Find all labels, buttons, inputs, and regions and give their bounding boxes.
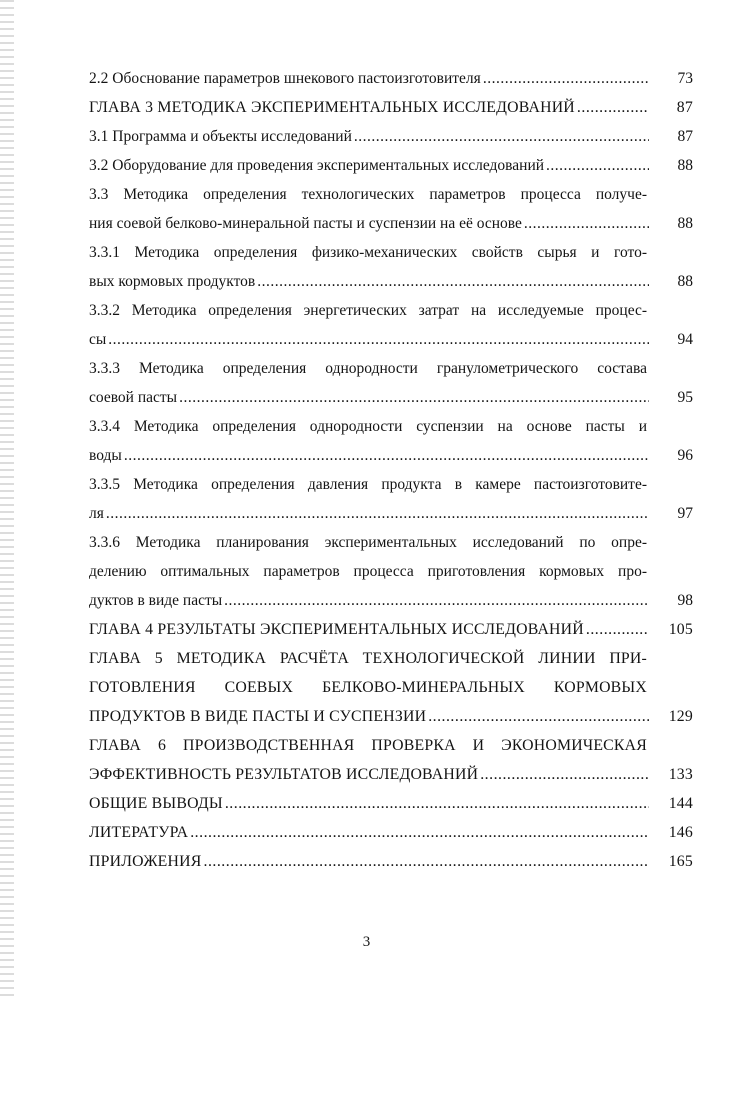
toc-page-number: 87 [677,128,693,145]
toc-entry-line [89,673,693,702]
toc-entry-line [89,296,693,325]
toc-entry-line [89,731,693,760]
toc-page-number: 88 [677,215,693,232]
toc-page-number: 144 [668,795,693,812]
toc-entry-text: ния соевой белково-минеральной пасты и суспензии на её основе [89,215,522,232]
toc-entry-text: ГОТОВЛЕНИЯ СОЕВЫХ БЕЛКОВО-МИНЕРАЛЬНЫХ КОРМОВЫХ [89,679,647,696]
toc-entry-line [89,789,693,818]
toc-entry-text: ГЛАВА 5 МЕТОДИКА РАСЧЁТА ТЕХНОЛОГИЧЕСКОЙ ЛИНИИ ПРИ- [89,650,647,667]
toc-entry-text: соевой пасты [89,389,178,406]
toc-dot-leader [257,267,649,296]
toc-entry-text: ГЛАВА 3 МЕТОДИКА ЭКСПЕРИМЕНТАЛЬНЫХ ИССЛЕДОВАНИЙ [89,99,575,116]
page-number: 3 [362,934,371,950]
toc-entry-text: 3.2 Оборудование для проведения экспериментальных исследований [89,157,545,174]
toc-entry-text: 3.1 Программа и объекты исследований [89,128,352,145]
toc-entry-line [89,64,693,93]
toc-dot-leader [483,64,649,93]
toc-dot-leader [586,615,649,644]
toc-entry-text: ПРИЛОЖЕНИЯ [89,853,202,870]
toc-dot-leader [225,789,649,818]
toc-page-number: 129 [668,708,693,725]
toc-dot-leader [546,151,649,180]
toc-entry-text: дуктов в виде пасты [89,592,223,609]
toc-entry-line [89,383,693,412]
toc-entry-text: ля [89,505,104,522]
toc-entry-text: 3.3.1 Методика определения физико-механических свойств сырья и гото- [89,244,647,261]
toc-dot-leader [354,122,649,151]
toc-page-number: 88 [677,273,693,290]
toc-entry-line [89,470,693,499]
toc-entry-text: 3.3.3 Методика определения однородности гранулометрического состава [89,360,647,377]
toc-dot-leader [179,383,649,412]
toc-entry-line [89,93,693,122]
toc-entry-line [89,760,693,789]
toc-entry-line [89,412,693,441]
toc-entry-line [89,180,693,209]
toc-dot-leader [190,818,649,847]
toc-entry-line [89,702,693,731]
toc-entry-text: ГЛАВА 6 ПРОИЗВОДСТВЕННАЯ ПРОВЕРКА И ЭКОНОМИЧЕСКАЯ [89,737,647,754]
toc-page-number: 88 [677,157,693,174]
toc-entry-line [89,325,693,354]
toc-page-number: 73 [677,70,693,87]
toc-dot-leader [577,93,649,122]
toc-entry-line [89,528,693,557]
toc-page-number: 97 [677,505,693,522]
toc-page-number: 146 [668,824,693,841]
toc-page-number: 96 [677,447,693,464]
toc-entry-line [89,267,693,296]
toc-page-number: 95 [677,389,693,406]
toc-entry-line [89,818,693,847]
toc-entry-text: 3.3.4 Методика определения однородности суспензии на основе пасты и [89,418,647,435]
toc-entry-text: ЭФФЕКТИВНОСТЬ РЕЗУЛЬТАТОВ ИССЛЕДОВАНИЙ [89,766,479,783]
toc-dot-leader [524,209,649,238]
toc-page-number: 165 [668,853,693,870]
toc-entry-line [89,441,693,470]
toc-entry-text: 3.3 Методика определения технологических параметров процесса получе- [89,186,647,203]
toc-entry-text: ГЛАВА 4 РЕЗУЛЬТАТЫ ЭКСПЕРИМЕНТАЛЬНЫХ ИССЛЕДОВАНИЙ [89,621,584,638]
toc-entry-text: 3.3.2 Методика определения энергетических затрат на исследуемые процес- [89,302,647,319]
scan-edge-shadow [0,0,14,1000]
toc-dot-leader [108,325,649,354]
toc-entry-text: 3.3.6 Методика планирования экспериментальных исследований по опре- [89,534,647,551]
toc-page-number: 87 [676,99,693,116]
toc-entry-line [89,209,693,238]
toc-entry-line [89,557,693,586]
toc-entry-line [89,354,693,383]
toc-entry-line [89,847,693,876]
toc-entry-text: сы [89,331,107,348]
toc-entry-line [89,151,693,180]
toc-entry-text: воды [89,447,122,464]
toc-page-number: 133 [668,766,693,783]
toc-entry-line [89,644,693,673]
toc-dot-leader [428,702,649,731]
toc-page-number: 98 [677,592,693,609]
toc-entry-line [89,615,693,644]
toc-entry-text: ОБЩИЕ ВЫВОДЫ [89,795,223,812]
toc-entry-line [89,586,693,615]
toc-entry-text: 2.2 Обоснование параметров шнекового пастоизготовителя [89,70,481,87]
toc-dot-leader [124,441,649,470]
toc-page-number: 94 [677,331,693,348]
toc-entry-text: делению оптимальных параметров процесса приготовления кормовых про- [89,563,647,580]
toc-entry-line [89,499,693,528]
toc-entry-text: ПРОДУКТОВ В ВИДЕ ПАСТЫ И СУСПЕНЗИИ [89,708,427,725]
toc-entry-text: 3.3.5 Методика определения давления продукта в камере пастоизготовите- [89,476,647,493]
toc-entry-text: ЛИТЕРАТУРА [89,824,189,841]
table-of-contents [89,64,693,876]
toc-entry-text: вых кормовых продуктов [89,273,256,290]
toc-entry-line [89,122,693,151]
toc-entry-line [89,238,693,267]
toc-dot-leader [204,847,650,876]
toc-dot-leader [480,760,649,789]
toc-dot-leader [224,586,649,615]
toc-page-number: 105 [668,621,693,638]
toc-dot-leader [106,499,649,528]
